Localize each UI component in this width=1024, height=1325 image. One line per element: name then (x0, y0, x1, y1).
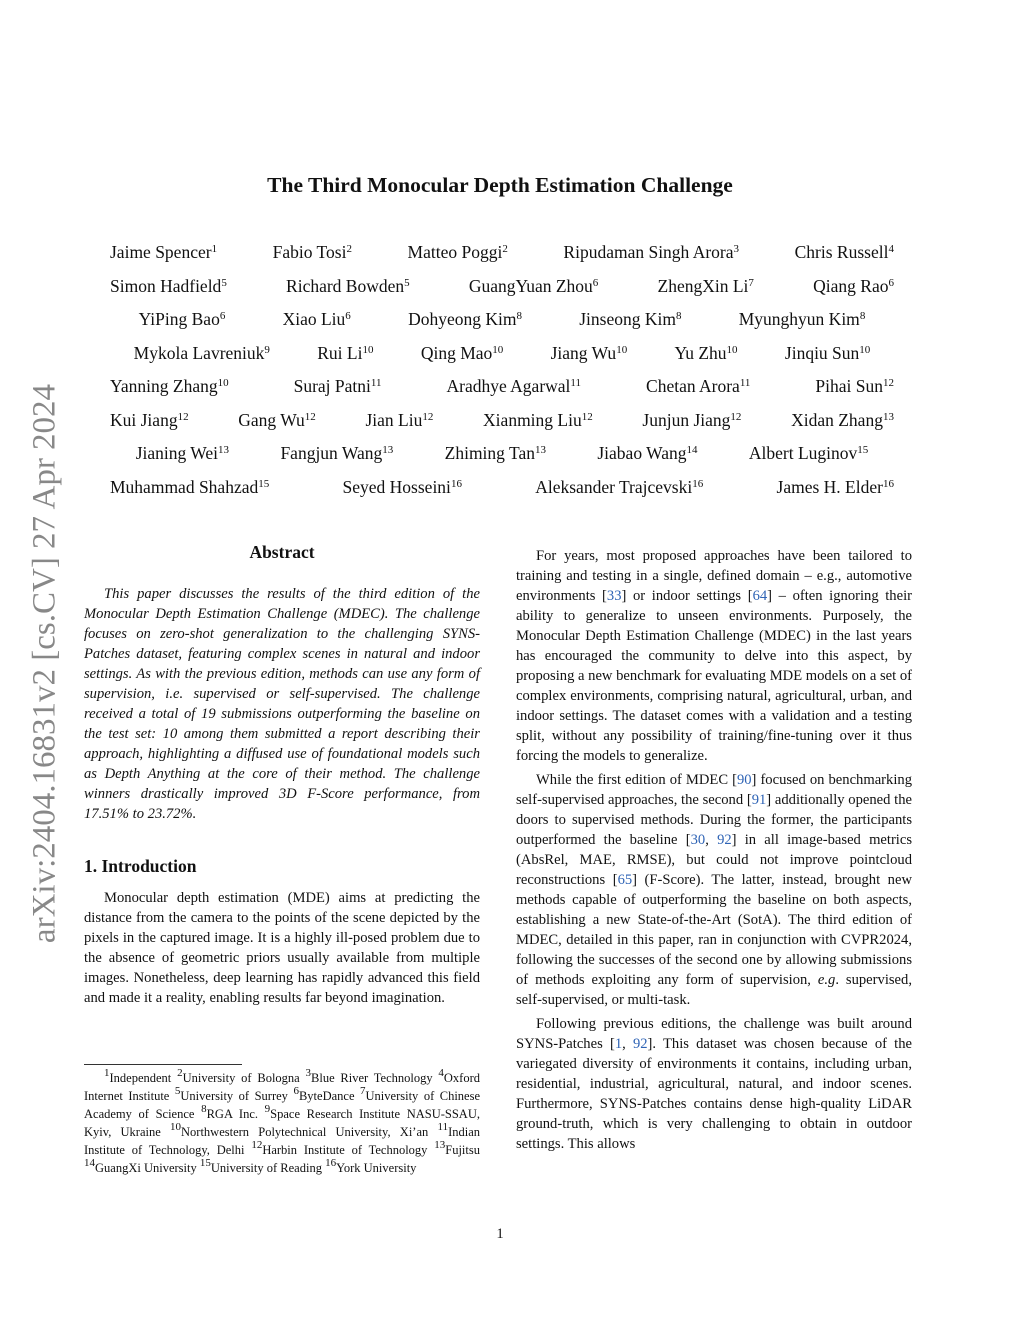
footnote-affiliation: Blue River Technology (311, 1071, 433, 1085)
author: Myunghyun Kim$^8$ (738, 309, 866, 329)
author: Mykola Lavreniuk$^9$ (133, 342, 270, 363)
author: Rui Li$^{10}$ (317, 342, 374, 363)
author-row (104, 272, 900, 306)
footnote-affiliation: Space Research Institute NASU-SSAU, Kyiv, Ukraine (84, 1107, 480, 1139)
affiliation-mark: 12 (422, 410, 434, 423)
footnote-affiliation: University of Chinese Academy of Science (84, 1089, 481, 1121)
author: Jinseong Kim$^8$ (579, 309, 682, 329)
author: Muhammad Shahzad$^{15}$ (110, 476, 270, 497)
affiliation-footnotes (84, 1064, 480, 1177)
author: James H. Elder$^{16}$ (776, 476, 894, 497)
author: Yu Zhu$^{10}$ (674, 342, 738, 363)
footnote-affiliation: Harbin Institute of Technology (262, 1143, 428, 1157)
affiliation-mark: 12 (581, 410, 593, 423)
author: Jian Liu$^{12}$ (365, 409, 434, 430)
affiliation-mark: 12 (177, 410, 189, 423)
affiliation-mark: 14 (686, 444, 698, 456)
citation-link[interactable]: 33 (606, 588, 622, 604)
author: Fabio Tosi$^2$ (272, 242, 352, 262)
citation-link[interactable]: 92 (632, 1036, 648, 1052)
author: Chetan Arora$^{11}$ (646, 376, 751, 396)
affiliation-mark: 11 (570, 377, 582, 389)
abstract-text: This paper discusses the results of the third edition of the Monocular Depth Estimation Challenge (MDEC). The challenge focuses on zero-shot generalization to the challenging SYNS-Patches dataset, featuring complex scenes in natural and indoor settings. As with the previous edition, methods can use any form of supervision, i.e. supervised or self-supervised. The challenge received a total of 19 submissions outperforming the baseline on the test set: 10 among them submitted a report describing their approach, highlighting a diffused use of foundational models such as Depth Anything at the core of their method. The challenge winners drastically improved 3D F-Score performance, from 17.51% to 23.72%. (84, 586, 480, 822)
author: Qiang Rao$^6$ (813, 275, 894, 296)
footnote-mark: 3 (305, 1067, 312, 1079)
paper-title: The Third Monocular Depth Estimation Challenge (267, 173, 733, 197)
author: Aleksander Trajcevski$^{16}$ (535, 476, 704, 497)
affiliation-mark: 10 (492, 343, 504, 356)
affiliation-mark: 7 (748, 276, 754, 289)
author: Jiabao Wang$^{14}$ (597, 443, 698, 463)
author: Qing Mao$^{10}$ (420, 342, 504, 363)
author: YiPing Bao$^6$ (138, 309, 226, 329)
affiliation-mark: 12 (883, 377, 894, 389)
footnote-mark: 8 (201, 1103, 207, 1115)
affiliation-mark: 16 (450, 477, 462, 490)
affiliation-mark: 6 (345, 310, 351, 322)
intro-paragraph: Monocular depth estimation (MDE) aims at predicting the distance from the camera to the points of the scene depicted by the pixels in the captured image. It is a highly ill-posed problem due to the absence of geometric priors usually available from multiple images. Nonetheless, deep learning has rapidly advanced this field and made it a reality, enabling results far beyond imagination. (84, 890, 480, 1006)
body-paragraph: Following previous editions, the challenge was built around SYNS-Patches [1, 92]. This dataset was chosen because of the variegated diversity of environments it contains, including urban, residential, industrial, agricultural, natural, and indoor scenes. Furthermore, SYNS-Patches contains dense high-quality LiDAR ground-truth, which is very challenging to obtain in outdoor settings. This allows (516, 1016, 912, 1152)
affiliation-mark: 10 (726, 343, 738, 356)
affiliation-mark: 12 (304, 410, 316, 423)
author-row (104, 439, 900, 473)
affiliation-mark: 2 (346, 243, 352, 255)
affiliation-mark: 4 (888, 243, 894, 255)
affiliation-mark: 5 (221, 276, 227, 289)
author-row (104, 372, 900, 406)
footnote-rule (84, 1064, 242, 1065)
footnote-mark: 10 (170, 1121, 182, 1133)
citation-link[interactable]: 90 (736, 772, 752, 788)
citation-link[interactable]: 91 (751, 792, 767, 808)
affiliation-mark: 10 (217, 377, 229, 389)
body-paragraph: While the first edition of MDEC [90] focused on benchmarking self-supervised approaches, the second [91] additionally opened the doors to supervised methods. During the former, the participants outperformed the baseline [30, 92] in all image-based metrics (AbsRel, MAE, RMSE), but could not improve pointcloud reconstructions [65] (F-Score). The latter, instead, brought new methods capable of outperforming the baseline on both aspects, establishing a new State-of-the-Art (SotA). The third edition of MDEC, detailed in this paper, ran in conjunction with CVPR2024, following the successes of the second one by allowing submissions of methods exploiting any form of supervision, e.g. supervised, self-supervised, or multi-task. (516, 772, 913, 1008)
emphasis: e.g (817, 972, 836, 988)
author: Ripudaman Singh Arora$^3$ (563, 242, 740, 262)
footnote-affiliation: Oxford Internet Institute (84, 1071, 480, 1103)
right-column (516, 546, 912, 1154)
author: Jaime Spencer$^1$ (110, 242, 218, 262)
page-number: 1 (496, 1226, 504, 1242)
footnote-affiliation: Independent (109, 1071, 172, 1085)
author: Xidan Zhang$^{13}$ (791, 409, 894, 430)
footnote-mark: 14 (84, 1157, 95, 1169)
author: ZhengXin Li$^7$ (657, 275, 754, 296)
author: Zhiming Tan$^{13}$ (444, 443, 546, 463)
affiliation-mark: 1 (211, 243, 218, 255)
affiliation-mark: 11 (370, 377, 382, 389)
affiliation-mark: 8 (859, 310, 866, 322)
footnote-mark: 16 (325, 1157, 337, 1169)
footnote-affiliation: University of Surrey (180, 1089, 288, 1103)
affiliation-mark: 6 (592, 276, 599, 289)
footnote-mark: 15 (199, 1157, 211, 1169)
citation-link[interactable]: 1 (614, 1036, 623, 1052)
affiliation-mark: 15 (258, 477, 270, 490)
footnote-affiliation: Fujitsu (445, 1143, 480, 1157)
author: Yanning Zhang$^{10}$ (110, 376, 229, 396)
affiliation-mark: 9 (264, 343, 270, 356)
affiliation-mark: 8 (516, 310, 522, 322)
author: Chris Russell$^4$ (794, 242, 894, 262)
abstract-heading: Abstract (249, 542, 315, 562)
author: Jiang Wu$^{10}$ (550, 342, 628, 363)
affiliation-mark: 13 (218, 444, 230, 456)
affiliation-mark: 6 (888, 276, 894, 289)
affiliation-mark: 3 (733, 243, 740, 255)
author: Simon Hadfield$^5$ (110, 275, 227, 296)
author: Matteo Poggi$^2$ (407, 242, 508, 262)
affiliation-mark: 10 (859, 343, 871, 356)
affiliation-mark: 5 (404, 276, 410, 289)
author: Pihai Sun$^{12}$ (815, 376, 894, 396)
author: Jianing Wei$^{13}$ (135, 443, 230, 463)
affiliation-mark: 11 (739, 377, 751, 389)
affiliation-mark: 2 (502, 243, 508, 255)
left-column (84, 542, 480, 1008)
footnote-mark: 4 (438, 1067, 444, 1079)
arxiv-stamp: arXiv:2404.16831v2 [cs.CV] 27 Apr 2024 (26, 383, 63, 944)
footnote-affiliation: Northwestern Polytechnical University, Xi’an (181, 1125, 429, 1139)
author: Seyed Hosseini$^{16}$ (342, 476, 462, 497)
author: Dohyeong Kim$^8$ (408, 309, 522, 329)
footnote-mark: 11 (437, 1121, 449, 1133)
footnote-affiliation: ByteDance (298, 1089, 355, 1103)
footnote-mark: 9 (264, 1103, 271, 1115)
affiliation-mark: 16 (882, 477, 894, 490)
author-row (104, 305, 900, 339)
author-row (104, 473, 900, 507)
author: Jinqiu Sun$^{10}$ (784, 342, 871, 363)
author: Kui Jiang$^{12}$ (110, 409, 189, 430)
footnote-mark: 2 (177, 1067, 183, 1079)
footnote-affiliation: York University (336, 1161, 417, 1175)
footnote-affiliation: RGA Inc. (206, 1107, 259, 1121)
author: Aradhye Agarwal$^{11}$ (446, 376, 582, 396)
body-paragraph: For years, most proposed approaches have been tailored to training and testing in a single, defined domain – e.g., automotive environments [33] or indoor settings [64] – often ignoring their ability to generalize to unseen environments. Purposely, the Monocular Depth Estimation Challenge (MDEC) in the last years has encouraged the community to delve into this aspect, by proposing a new benchmark for evaluating MDE models on a set of complex environments, comprising natural, agricultural, urban, and indoor settings. The dataset comes with a validation and a testing split, without any possibility of training/fine-tuning over it thus forcing the models to generalize. (516, 548, 912, 764)
citation-link[interactable]: 30 (690, 832, 706, 848)
affiliation-mark: 16 (692, 477, 704, 490)
footnote-mark: 6 (293, 1085, 299, 1097)
intro-heading: 1. Introduction (84, 856, 197, 876)
affiliation-mark: 13 (534, 444, 546, 456)
author: GuangYuan Zhou$^6$ (468, 275, 599, 296)
author: Junjun Jiang$^{12}$ (642, 409, 742, 430)
footnote-mark: 5 (174, 1085, 181, 1097)
author: Suraj Patni$^{11}$ (293, 376, 382, 396)
footnote-affiliation: University of Bologna (182, 1071, 300, 1085)
author: Xianming Liu$^{12}$ (483, 409, 593, 430)
affiliation-mark: 12 (730, 410, 742, 423)
footnote-mark: 1 (104, 1067, 110, 1079)
affiliation-mark: 10 (616, 343, 628, 356)
author-row (104, 339, 900, 373)
citation-link[interactable]: 64 (752, 588, 768, 604)
affiliation-mark: 10 (362, 343, 374, 356)
author-list (104, 238, 900, 506)
author: Gang Wu$^{12}$ (238, 409, 316, 430)
affiliation-mark: 13 (382, 444, 394, 456)
footnote-affiliation: Indian Institute of Technology, Delhi (84, 1125, 481, 1157)
author: Albert Luginov$^{15}$ (748, 443, 869, 463)
footnote-affiliation: University of Reading (210, 1161, 322, 1175)
author-row (104, 406, 900, 440)
author-row (104, 238, 900, 272)
footnote-mark: 13 (434, 1139, 446, 1151)
author: Xiao Liu$^6$ (282, 309, 351, 329)
footnote-mark: 7 (360, 1085, 366, 1097)
affiliation-mark: 8 (675, 310, 682, 322)
affiliation-mark: 13 (882, 410, 894, 423)
author: Richard Bowden$^5$ (286, 275, 410, 296)
affiliation-mark: 15 (857, 444, 869, 456)
author: Fangjun Wang$^{13}$ (280, 443, 394, 463)
citation-link[interactable]: 65 (617, 872, 633, 888)
affiliation-mark: 6 (219, 310, 226, 322)
citation-link[interactable]: 92 (717, 832, 732, 848)
footnote-mark: 12 (251, 1139, 263, 1151)
footnote-affiliation: GuangXi University (95, 1161, 197, 1175)
